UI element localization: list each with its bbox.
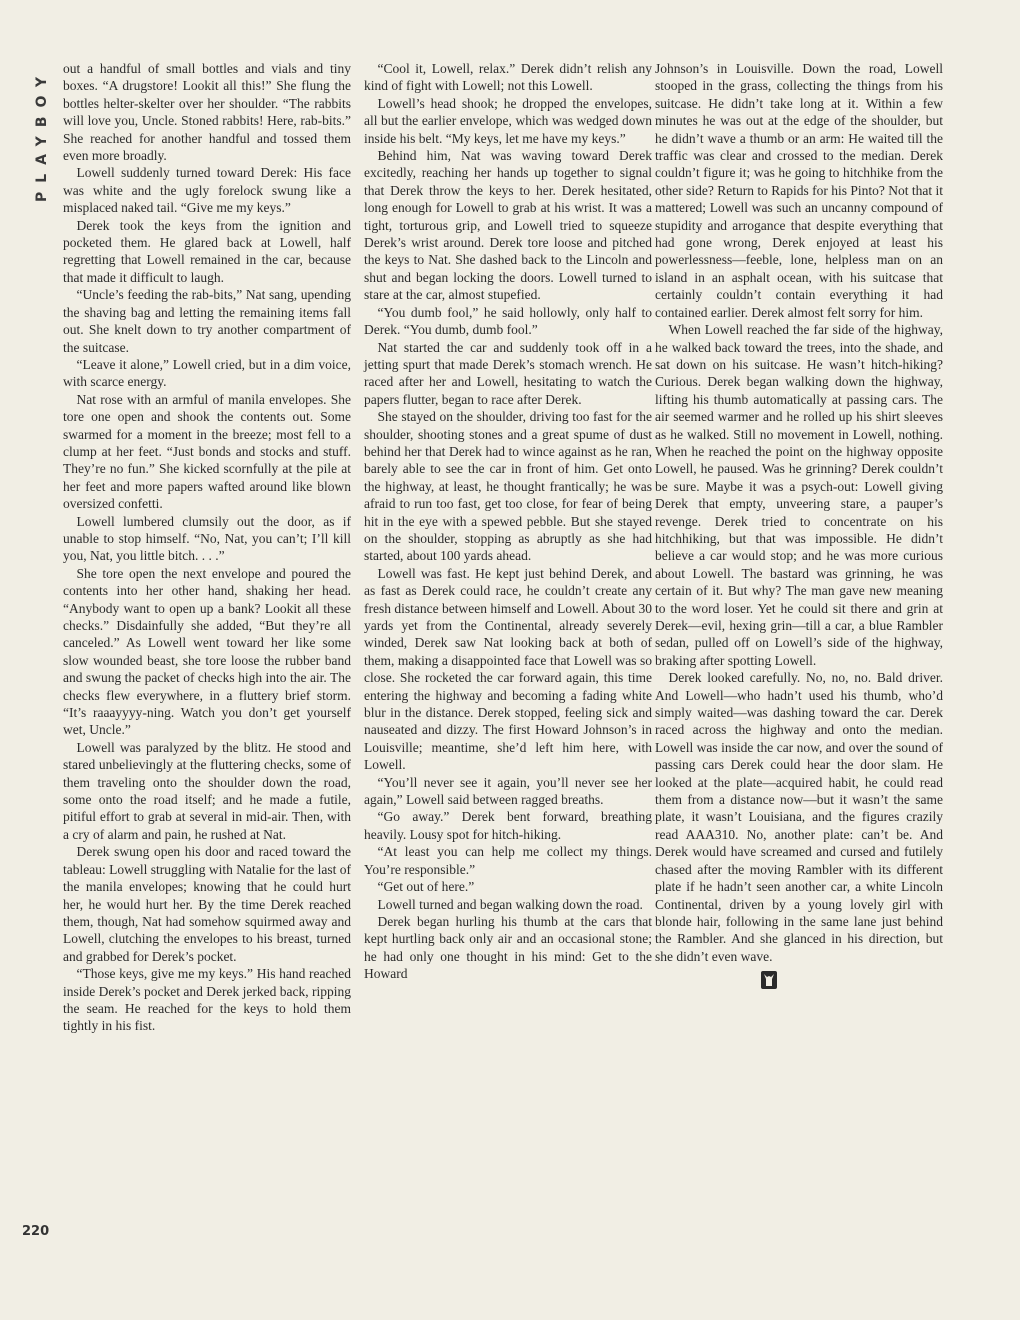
paragraph: When Lowell reached the far side of the highway, he walked back toward the trees, into the shade, and sat down on his suitcase. He wasn’t hitch-hiking? Curious. Derek began walking down the highway, lifting his thumb automatically at passing cars. The air seemed warmer and he rolled up his shirt sleeves as he walked. Still no movement in Lowell, nothing. When he reached the point on the highway opposite Lowell, he paused. Was he grinning? Derek couldn’t be sure. Maybe it was a psych-out: Lowell giving Derek that empty, unveering stare, a pauper’s revenge. Derek tried to concentrate on his hitchhiking, but that was impossible. He didn’t believe a car would stop; and he was more curious about Lowell. The bastard was grinning, he was certain of it. But why? The man gave new meaning to the word loser. Yet he could sit there and grin at Derek—evil, hexing grin—till a car, a blue Rambler sedan, pulled off on Lowell’s side of the highway, braking after spotting Lowell. bbox=[655, 322, 943, 668]
paragraph: Lowell suddenly turned toward Derek: His face was white and the ugly forelock swung like a misplaced naked tail. “Give me my keys.” bbox=[63, 165, 351, 216]
paragraph: Nat started the car and suddenly took off in a jetting spurt that made Derek’s stomach wrench. He raced after her and Lowell, hesitating to watch the papers flutter, began to race after Derek. bbox=[364, 339, 652, 407]
text-column-1 bbox=[63, 60, 351, 1035]
paragraph: She stayed on the shoulder, driving too fast for the shoulder, shooting stones and a great spume of dust behind her that Derek had to wince against as he ran, barely able to see the car in front of him. Get onto the highway, at least, he thought frantically; he was afraid to run too fast, get too close, for fear of being hit in the eye with a spewed pebble. But she stayed on the shoulder, stopping as abruptly as she had started, about 100 yards ahead. bbox=[364, 409, 652, 564]
paragraph: Behind him, Nat was waving toward Derek excitedly, reaching her hands up together to signal that Derek throw the keys to her. Derek hesitated, long enough for Lowell to grab at his wrist. It was a tight, torturous grip, and Lowell tried to squeeze Derek’s wrist around. Derek tore loose and pitched the keys to Nat. She dashed back to the Lincoln and shut and began locking the doors. Lowell turned to stare at the car, almost stupefied. bbox=[364, 148, 652, 303]
paragraph: “Cool it, Lowell, relax.” Derek didn’t relish any kind of fight with Lowell; not this Lowell. bbox=[364, 61, 652, 94]
paragraph: “Those keys, give me my keys.” His hand reached inside Derek’s pocket and Derek jerked back, ripping the seam. He reached for the keys to hold them tightly in his fist. bbox=[63, 966, 351, 1034]
paragraph: Lowell’s head shook; he dropped the envelopes, all but the earlier envelope, which was wedged down inside his belt. “My keys, let me have my keys.” bbox=[364, 95, 652, 146]
magazine-masthead bbox=[30, 62, 52, 202]
masthead-text: PLAYBOY bbox=[34, 67, 50, 202]
paragraph: “You’ll never see it again, you’ll never see her again,” Lowell said between ragged breaths. bbox=[364, 774, 652, 808]
paragraph: out a handful of small bottles and vials and tiny boxes. “A drugstore! Lookit all this!” She flung the bottles helter-skelter over her shoulder. “The rabbits will love you, Uncle. Stoned rabbits! Here, rab-bits.” She reached for another handful and tossed them even more broadly. bbox=[63, 61, 351, 164]
paragraph: She tore open the next envelope and poured the contents into her other hand, shaking her head. “Anybody want to open up a bank? Lookit all these checks.” Disdainfully she added, “But they’re all canceled.” As Lowell went toward her like some slow wounded beast, she tore loose the rubber band and swung the packet of checks high into the air. The checks flew everywhere, in a fluttery brief storm. “It’s raaayyyy-ning. Watch you don’t get yourself wet, Uncle.” bbox=[63, 565, 351, 738]
text-column-3 bbox=[655, 60, 943, 989]
paragraph: Johnson’s in Louisville. Down the road, Lowell stooped in the grass, collecting the things from his suitcase. He didn’t take long at it. Within a few minutes he was out at the edge of the shoulder, but he didn’t wave a thumb or an arm: He waited till the traffic was clear and crossed to the median. Derek couldn’t figure it; was he going to hitchhike from the other side? Return to Rapids for his Pinto? Not that it mattered; Lowell was such an uncanny compound of stupidity and arrogance that despite everything that had gone wrong, Derek enjoyed at least his powerlessness—feeble, lone, helpless man on an island in an asphalt ocean, with his suitcase that certainly couldn’t contain everything it had contained earlier. Derek almost felt sorry for him. bbox=[655, 61, 943, 320]
paragraph: Derek began hurling his thumb at the cars that kept hurtling back only air and an occasional stone; he had only one thought in his mind: Get to the Howard bbox=[364, 913, 652, 982]
paragraph: Lowell turned and began walking down the road. bbox=[377, 896, 643, 912]
paragraph: “You dumb fool,” he said hollowly, only half to Derek. “You dumb, dumb fool.” bbox=[364, 304, 652, 338]
paragraph: Lowell was paralyzed by the blitz. He stood and stared unbelievingly at the fluttering checks, some of them traveling onto the shoulder down the road, some onto the road itself; and he made a futile, pitiful effort to grab at several in mid-air. Then, with a cry of alarm and pain, he rushed at Nat. bbox=[63, 739, 351, 842]
paragraph: Derek took the keys from the ignition and pocketed them. He glared back at Lowell, half regretting that Lowell remained in the car, because that made it difficult to laugh. bbox=[63, 217, 351, 285]
text-column-2 bbox=[364, 60, 652, 983]
paragraph: “Leave it alone,” Lowell cried, but in a dim voice, with scarce energy. bbox=[63, 356, 351, 390]
page-number: 220 bbox=[22, 1224, 50, 1239]
rabbit-head-end-mark-icon bbox=[761, 971, 777, 989]
paragraph: Lowell lumbered clumsily out the door, as if unable to stop himself. “No, Nat, you can’t; I’ll kill you, Nat, you little bitch. . . .” bbox=[63, 513, 351, 564]
paragraph: “At least you can help me collect my things. You’re responsible.” bbox=[364, 844, 652, 877]
paragraph: Nat rose with an armful of manila envelopes. She tore one open and shook the contents out. Some swarmed for a moment in the breeze; most fell to a clump at her feet. “Just bonds and stocks and stuff. They’re no fun.” She kicked scornfully at the pile at her feet and more papers wafted around like blown oversized confetti. bbox=[63, 391, 351, 512]
paragraph: “Get out of here.” bbox=[377, 879, 475, 895]
paragraph: Lowell was fast. He kept just behind Derek, and as fast as Derek could race, he couldn’t create any fresh distance between himself and Lowell. About 30 yards yet from the Continental, already severely winded, Derek saw Nat looking back at both of them, making a disappointed face that Lowell was so close. She rocketed the car forward again, this time entering the highway and becoming a fading white blur in the distance. Derek stopped, feeling sick and nauseated and dizzy. The first Howard Johnson’s in Louisville; meantime, she’d left him here, with Lowell. bbox=[364, 565, 652, 773]
paragraph: Derek looked carefully. No, no, no. Bald driver. And Lowell—who hadn’t used his thumb, who’d simply waited—was dashing toward the car. Derek raced across the highway and onto the median. Lowell was inside the car now, and over the sound of passing cars Derek could hear the door slam. He looked at the plate—acquired habit, he could read them from a distance now—but it wasn’t the same plate, it wasn’t Louisiana, and the figures crazily read AAA310. No, another plate: can’t be. And Derek would have screamed and cursed and futilely chased after the moving Rambler with its different plate if he hadn’t seen another car, a white Lincoln Continental, driven by a young lovely girl with blonde hair, following in the same lane just behind the Rambler. And she glanced in his direction, but she didn’t even wave. bbox=[655, 670, 943, 964]
paragraph: “Go away.” Derek bent forward, breathing heavily. Lousy spot for hitch-hiking. bbox=[364, 809, 652, 842]
paragraph: “Uncle’s feeding the rab-bits,” Nat sang, upending the shaving bag and letting the remaining items fall out. She knelt down to try another compartment of the suitcase. bbox=[63, 287, 351, 355]
paragraph: Derek swung open his door and raced toward the tableau: Lowell struggling with Natalie for the last of the manila envelopes; knowing that he could hurt her, he would hurt her. By the time Derek reached them, though, Nat had somehow squirmed away and Lowell, clutching the envelopes to his breast, turned and grabbed for Derek’s pocket. bbox=[63, 844, 351, 964]
